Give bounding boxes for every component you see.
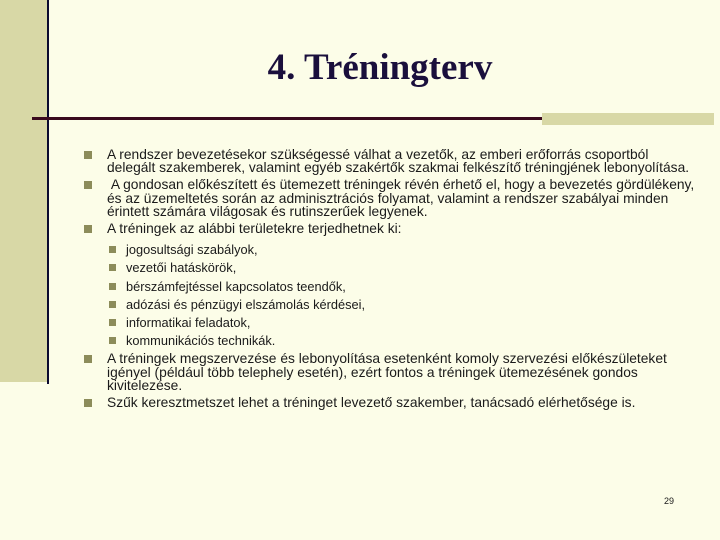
- title-underline-accent: [542, 113, 714, 125]
- sub-bullet-text: informatikai feladatok,: [126, 314, 251, 330]
- sub-bullet-text: adózási és pénzügyi elszámolás kérdései,: [126, 296, 366, 312]
- square-bullet-icon: [109, 246, 116, 253]
- slide-title: 4. Tréningterv: [267, 47, 493, 88]
- list-item: [84, 177, 699, 219]
- sub-list-item: [109, 316, 696, 329]
- bullet-text: A gondosan előkészített és ütemezett tréningek révén érhető el, hogy a bevezetés gördülékeny, és az üzemeltetés során az adminisztrációs folyamat, valamint a rendszer szabályai minden érintett számára világosak és rutinszerűek legyenek.: [107, 177, 699, 219]
- page-number: 29: [664, 496, 675, 506]
- sub-list-item: [109, 261, 696, 274]
- list-item: [84, 352, 696, 392]
- bullet-text: A rendszer bevezetésekor szükségessé válhat a vezetők, az emberi erőforrás csoportból delegált szakemberek, valamint egyéb szakértők szakmai felkészítő tréningjének lebonyolítása.: [107, 147, 690, 176]
- square-bullet-icon: [84, 355, 92, 363]
- side-bar-edge-line: [47, 0, 49, 384]
- square-bullet-icon: [109, 264, 116, 271]
- sub-bullet-text: kommunikációs technikák.: [126, 333, 276, 349]
- sub-bullet-text: bérszámfejtéssel kapcsolatos teendők,: [126, 278, 346, 294]
- sub-bullet-text: vezetői hatáskörök,: [126, 260, 237, 276]
- bullet-text: Szűk keresztmetszet lehet a tréninget levezető szakember, tanácsadó elérhetősége is.: [107, 394, 636, 410]
- sub-list-item: [109, 243, 696, 256]
- list-item: [84, 222, 696, 235]
- bullet-text: A tréningek az alábbi területekre terjedhetnek ki:: [107, 221, 402, 237]
- square-bullet-icon: [84, 151, 92, 159]
- decorative-side-bar: [0, 0, 47, 382]
- sub-list-item: [109, 280, 696, 293]
- title-underline: [32, 117, 542, 120]
- square-bullet-icon: [84, 399, 92, 407]
- square-bullet-icon: [109, 319, 116, 326]
- sub-list-item: [109, 334, 696, 347]
- square-bullet-icon: [109, 301, 116, 308]
- list-item: [84, 148, 696, 174]
- square-bullet-icon: [109, 283, 116, 290]
- square-bullet-icon: [84, 181, 92, 189]
- square-bullet-icon: [84, 225, 92, 233]
- bullet-list: [84, 147, 699, 413]
- list-item: [84, 396, 696, 409]
- square-bullet-icon: [109, 337, 116, 344]
- sub-bullet-text: jogosultsági szabályok,: [126, 242, 258, 258]
- sub-list-item: [109, 298, 696, 311]
- bullet-text: A tréningek megszervezése és lebonyolítása esetenként komoly szervezési előkészületeket igényel (például több telephely esetén), ezért fontos a tréningek ütemezésének gondos kivitelezése.: [107, 351, 667, 393]
